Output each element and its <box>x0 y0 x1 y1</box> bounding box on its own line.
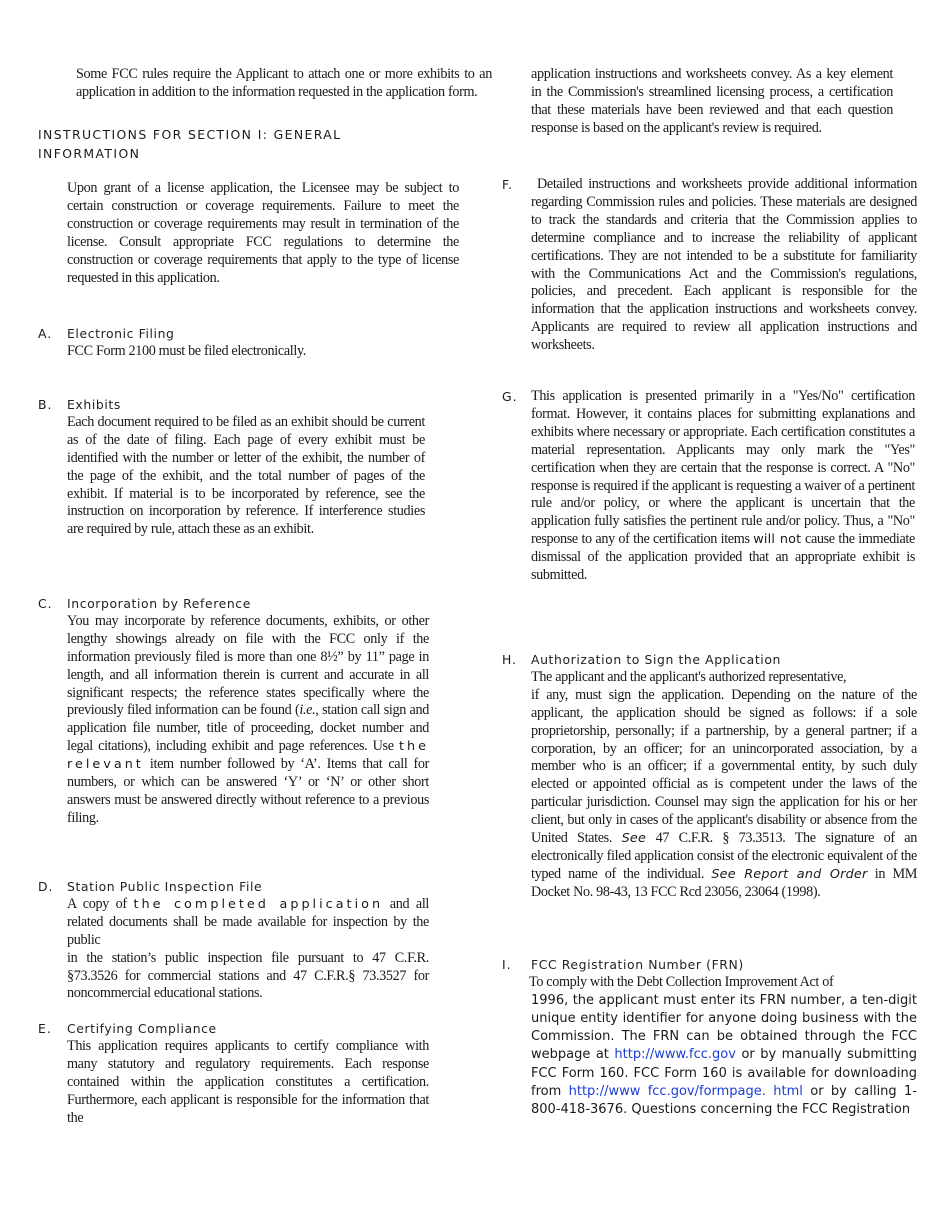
fcc-website-link[interactable]: http://www.fcc.gov <box>614 1047 736 1063</box>
item-body <box>531 992 917 1119</box>
section-heading: INSTRUCTIONS FOR SECTION I: GENERAL INFORMATION <box>38 127 342 161</box>
item-body: FCC Form 2100 must be filed electronically. <box>67 342 306 359</box>
item-title: Certifying Compliance <box>67 1021 217 1036</box>
item-g <box>502 388 918 585</box>
item-h <box>502 651 918 902</box>
continuation-paragraph: application instructions and worksheets convey. As a key element in the Commission's streamlined licensing process, a certification that these materials have been reviewed and that each question response is based on the applicant's review is required. <box>531 66 893 136</box>
item-letter: H. <box>502 652 518 667</box>
item-body-text: or by manually submitting FCC Form 160. FCC Form 160 is available for downloading from <box>531 1047 917 1099</box>
item-body <box>67 613 429 828</box>
general-paragraph: Upon grant of a license application, the Licensee may be subject to certain construction or coverage requirements. Failure to meet the construction or coverage requirements may result in termination of the license. Consult appropriate FCC regulations to determine the construction or coverage requirements that apply to the type of license requested in this application. <box>67 180 459 286</box>
item-body-italic: i.e. <box>299 702 316 719</box>
item-f <box>502 176 918 355</box>
item-body-text: You may incorporate by reference documents, exhibits, or other lengthy showings already on file with the FCC only if the information previously filed is more than one 8½” by 11” page in length, and all information therein is current and accurate in all significant respects; the reference states specifically where the previously filed information can be found ( <box>67 612 429 719</box>
item-body-text: , station call sign and application file number, title of proceeding, docket number and legal citations), including exhibit and page references. Use <box>67 702 429 755</box>
item-body-text: or by calling 1-800-418-3676. Questions concerning the FCC Registration <box>531 1083 917 1118</box>
item-body-text: if any, must sign the application. Depending on the nature of the applicant, the application should be signed as follows: if a sole proprietorship, personally; if a partnership, by a general partner; if a corporation, by an officer; for an unincorporated association, by a member who is an officer; if a governmental entity, by such duly elected or appointed official as is competent under the laws of the particular jurisdiction. Counsel may sign the application for his or her client, but only in cases of the applicant's disability or absence from the United States. <box>531 686 917 847</box>
intro-paragraph: Some FCC rules require the Applicant to attach one or more exhibits to an application in addition to the information requested in the application form. <box>76 66 492 100</box>
item-body-spaced: the completed application <box>133 896 384 912</box>
item-title: FCC Registration Number (FRN) <box>531 957 744 972</box>
item-body: Detailed instructions and worksheets provide additional information regarding Commission rules and policies. These materials are designed to track the standards and criteria that the Commission applies to determine compliance and to increase the reliability of applicant certifications. They are not intended to be a substitute for familiarity with the Communications Act and the Commission's regulations, policies, and precedent. Each applicant is responsible for the information that the application instructions and worksheets convey. Applicants are required to review all application instructions and worksheets. <box>531 176 917 354</box>
item-body-spaced: the relevant <box>67 739 429 773</box>
item-body-text: in MM Docket No. 98-43, 13 FCC Rcd 23056, 23064 (1998). <box>531 865 917 900</box>
form-download-link[interactable]: http://www fcc.gov/formpage. html <box>568 1083 803 1099</box>
item-body <box>67 896 429 950</box>
item-letter: G. <box>502 389 518 404</box>
item-title: Incorporation by Reference <box>67 596 251 611</box>
item-body <box>531 687 917 902</box>
item-body-text: A copy of <box>67 895 134 912</box>
item-b <box>38 396 430 539</box>
item-body: in the station’s public inspection file pursuant to 47 C.F.R. §73.3526 for commercial stations and 47 C.F.R.§ 73.3527 for noncommercial educational stations. <box>67 949 429 1002</box>
item-i <box>502 956 918 1119</box>
item-letter: I. <box>502 957 512 972</box>
item-body-text: item number followed by ‘A’. Items that call for numbers, or which can be answered ‘Y’ or ‘N’ or other short answers must be answered directly without reference to a previous filing. <box>67 756 429 826</box>
item-body-text: cause the immediate dismissal of the application provided that an appropriate exhibit is submitted. <box>531 531 915 584</box>
item-body-sans: will not <box>753 532 802 548</box>
item-body: This application requires applicants to certify compliance with many statutory and regulatory requirements. Each response contained within the application constitutes a certification. Furthermore, each applicant is responsible for the information that the <box>67 1037 429 1126</box>
item-letter: F. <box>502 177 514 192</box>
item-c <box>38 595 430 828</box>
item-body <box>531 388 915 585</box>
item-body-italic: See <box>621 831 647 847</box>
item-body-text: This application is presented primarily in a "Yes/No" certification format. However, it contains places for submitting explanations and exhibits where necessary or appropriate. Each certification constitutes a material representation. Applicants may only mark the "Yes" certification when they are certain that the response is correct. A "No" response is required if the applicant is requesting a waiver of a pertinent rule and/or policy, or where the applicant is uncertain that the application fully satisfies the pertinent rule and/or policy. Thus, a "No" response to any of the certification items <box>531 388 915 548</box>
item-body: Each document required to be filed as an exhibit should be current as of the date of filing. Each page of every exhibit must be identified with the number or letter of the exhibit, the number of the page of the exhibit, and the total number of pages of the exhibit. If material is to be incorporated by reference, see the instruction on incorporation by reference. If interference studies are required by rule, attach these as an exhibit. <box>67 413 425 538</box>
item-letter: D. <box>38 879 54 894</box>
item-body-text: 47 C.F.R. § 73.3513. The signature of an electronically filed application consist of the electronic equivalent of the typed name of the individual. <box>531 830 917 882</box>
item-e <box>38 1020 430 1127</box>
item-body: To comply with the Debt Collection Improvement Act of <box>529 973 834 990</box>
item-title: Electronic Filing <box>67 326 175 341</box>
item-a <box>38 325 430 361</box>
item-body-text: and all related documents shall be made available for inspection by the public <box>67 895 430 948</box>
item-d <box>38 878 430 1003</box>
item-title: Exhibits <box>67 397 121 412</box>
item-title: Authorization to Sign the Application <box>531 652 781 667</box>
item-body-italic: See Report and Order <box>711 866 868 882</box>
item-letter: E. <box>38 1021 52 1036</box>
item-letter: C. <box>38 596 53 611</box>
item-body-text: 1996, the applicant must enter its FRN number, a ten-digit unique entity identifier for anyone doing business with the Commission. The FRN can be obtained through the FCC webpage at <box>531 992 917 1063</box>
item-body: The applicant and the applicant's authorized representative, <box>531 668 847 685</box>
item-letter: A. <box>38 326 53 341</box>
item-letter: B. <box>38 397 53 412</box>
item-title: Station Public Inspection File <box>67 879 263 894</box>
